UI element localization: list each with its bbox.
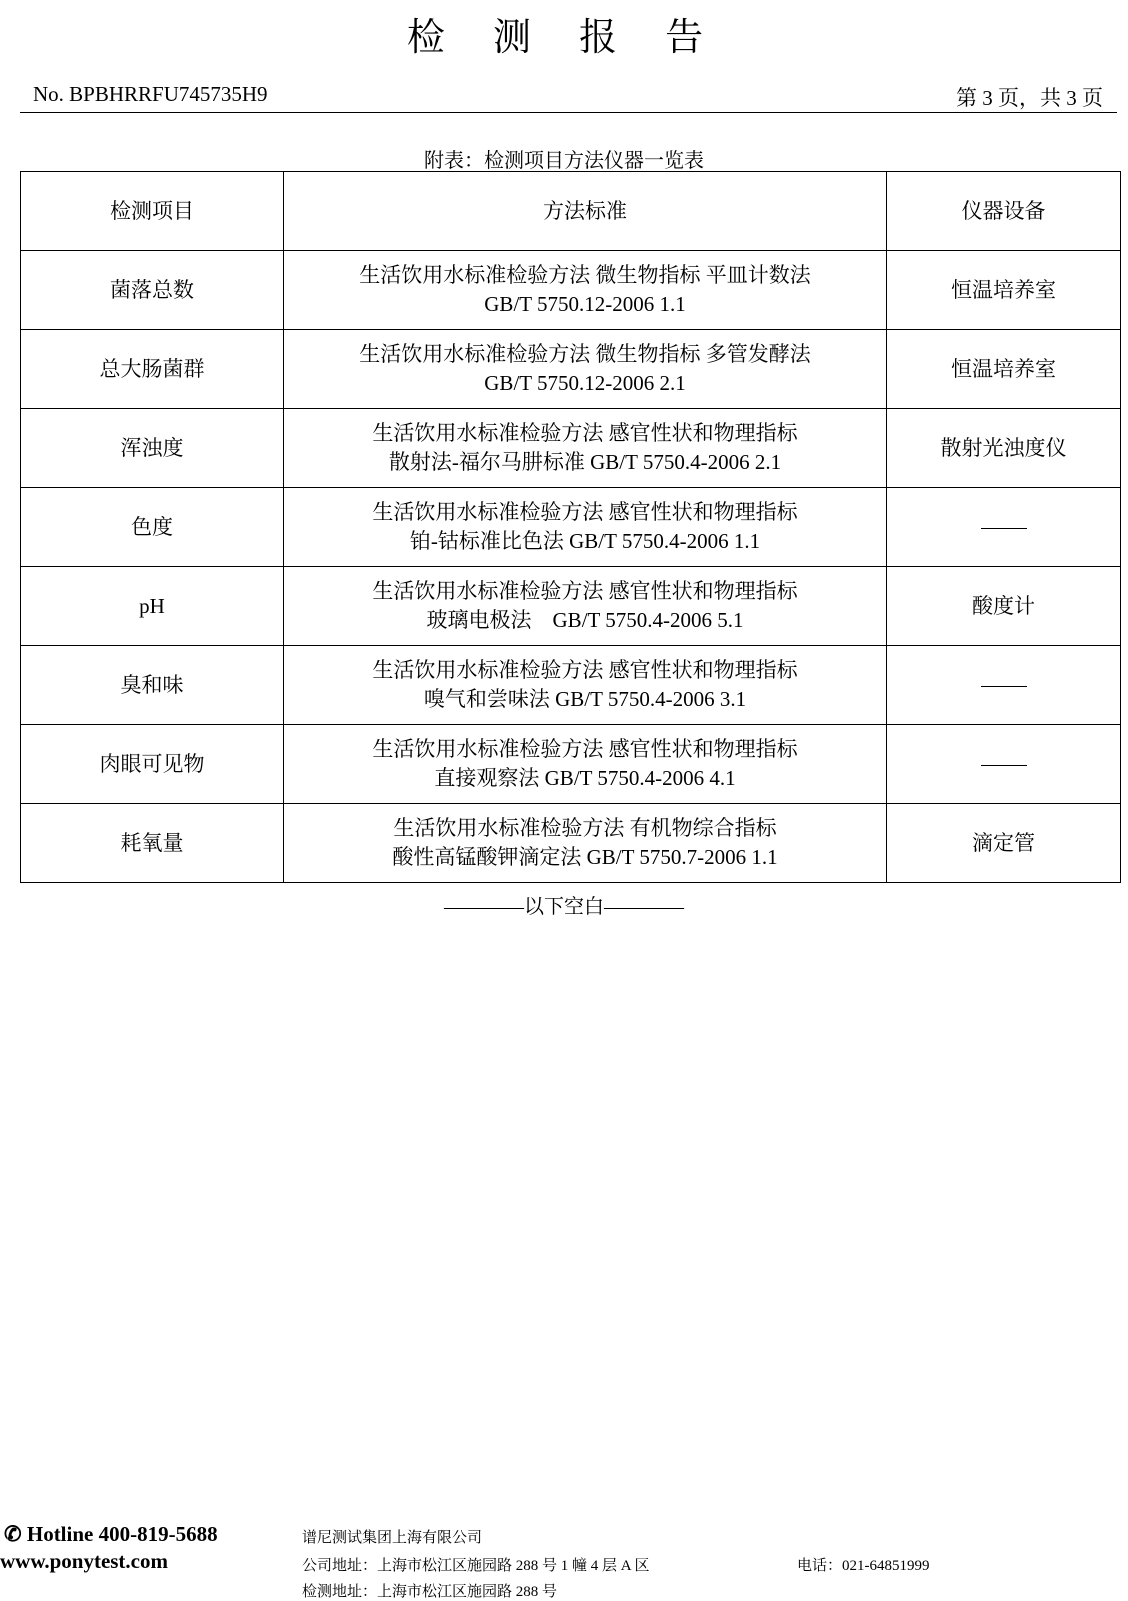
item-cell: 臭和味 bbox=[21, 646, 284, 725]
method-line: 生活饮用水标准检验方法 有机物综合指标 bbox=[393, 816, 777, 840]
item-cell: 菌落总数 bbox=[21, 251, 284, 330]
table-header-row bbox=[21, 172, 1121, 251]
empty-dash bbox=[981, 765, 1027, 766]
instrument-cell bbox=[887, 725, 1121, 804]
hotline-text: Hotline 400-819-5688 bbox=[26, 1522, 218, 1546]
report-number: No. BPBHRRFU745735H9 bbox=[33, 82, 268, 106]
header-method: 方法标准 bbox=[284, 172, 887, 251]
table-row bbox=[21, 251, 1121, 330]
method-line: 生活饮用水标准检验方法 感官性状和物理指标 bbox=[372, 579, 798, 603]
instrument-cell: 恒温培养室 bbox=[887, 251, 1121, 330]
method-line: 生活饮用水标准检验方法 微生物指标 多管发酵法 bbox=[359, 342, 811, 366]
table-row bbox=[21, 725, 1121, 804]
method-line: 生活饮用水标准检验方法 微生物指标 平皿计数法 bbox=[359, 263, 811, 287]
method-standard: GB/T 5750.12-2006 2.1 bbox=[484, 371, 686, 395]
methods-table bbox=[20, 171, 1121, 883]
report-title: 检 测 报 告 bbox=[406, 15, 722, 59]
method-cell bbox=[284, 804, 887, 883]
method-cell bbox=[284, 409, 887, 488]
table-row bbox=[21, 409, 1121, 488]
table-row bbox=[21, 646, 1121, 725]
method-cell bbox=[284, 725, 887, 804]
method-cell bbox=[284, 567, 887, 646]
item-cell: 肉眼可见物 bbox=[21, 725, 284, 804]
method-line: 生活饮用水标准检验方法 感官性状和物理指标 bbox=[372, 737, 798, 761]
item-cell: 耗氧量 bbox=[21, 804, 284, 883]
instrument-cell bbox=[887, 646, 1121, 725]
hotline bbox=[4, 1522, 218, 1547]
instrument-cell bbox=[887, 488, 1121, 567]
item-cell: 浑浊度 bbox=[21, 409, 284, 488]
item-cell: 色度 bbox=[21, 488, 284, 567]
table-caption: 附表：检测项目方法仪器一览表 bbox=[424, 150, 704, 172]
method-cell bbox=[284, 251, 887, 330]
header-divider bbox=[20, 112, 1117, 113]
company-name: 谱尼测试集团上海有限公司 bbox=[302, 1530, 483, 1546]
method-line: 生活饮用水标准检验方法 感官性状和物理指标 bbox=[372, 500, 798, 524]
header-instrument: 仪器设备 bbox=[887, 172, 1121, 251]
blank-below-note: ————以下空白———— bbox=[444, 896, 684, 918]
item-cell: pH bbox=[21, 567, 284, 646]
method-cell bbox=[284, 330, 887, 409]
telephone: 电话：021-64851999 bbox=[797, 1558, 930, 1574]
website-link[interactable]: www.ponytest.com bbox=[0, 1549, 168, 1573]
method-standard: 嗅气和尝味法 GB/T 5750.4-2006 3.1 bbox=[423, 687, 747, 711]
instrument-cell: 滴定管 bbox=[887, 804, 1121, 883]
table-row bbox=[21, 330, 1121, 409]
table-row bbox=[21, 488, 1121, 567]
table-row bbox=[21, 567, 1121, 646]
lab-address: 检测地址：上海市松江区施园路 288 号 bbox=[302, 1584, 558, 1600]
method-line: 生活饮用水标准检验方法 感官性状和物理指标 bbox=[372, 658, 798, 682]
method-standard: 铂-钴标准比色法 GB/T 5750.4-2006 1.1 bbox=[409, 529, 761, 553]
instrument-cell: 恒温培养室 bbox=[887, 330, 1121, 409]
item-cell: 总大肠菌群 bbox=[21, 330, 284, 409]
method-standard: 玻璃电极法 GB/T 5750.4-2006 5.1 bbox=[426, 608, 744, 632]
header-item: 检测项目 bbox=[21, 172, 284, 251]
empty-dash bbox=[981, 686, 1027, 687]
method-standard: 直接观察法 GB/T 5750.4-2006 4.1 bbox=[434, 766, 736, 790]
instrument-cell: 散射光浊度仪 bbox=[887, 409, 1121, 488]
company-address: 公司地址：上海市松江区施园路 288 号 1 幢 4 层 A 区 bbox=[302, 1558, 650, 1574]
method-cell bbox=[284, 646, 887, 725]
method-line: 生活饮用水标准检验方法 感官性状和物理指标 bbox=[372, 421, 798, 445]
method-standard: GB/T 5750.12-2006 1.1 bbox=[484, 292, 686, 316]
method-standard: 酸性高锰酸钾滴定法 GB/T 5750.7-2006 1.1 bbox=[392, 845, 778, 869]
table-row bbox=[21, 804, 1121, 883]
empty-dash bbox=[981, 528, 1027, 529]
instrument-cell: 酸度计 bbox=[887, 567, 1121, 646]
phone-icon: ✆ bbox=[4, 1522, 22, 1546]
method-standard: 散射法-福尔马肼标准 GB/T 5750.4-2006 2.1 bbox=[388, 450, 782, 474]
page-indicator: 第 3 页，共 3 页 bbox=[956, 86, 1103, 110]
method-cell bbox=[284, 488, 887, 567]
